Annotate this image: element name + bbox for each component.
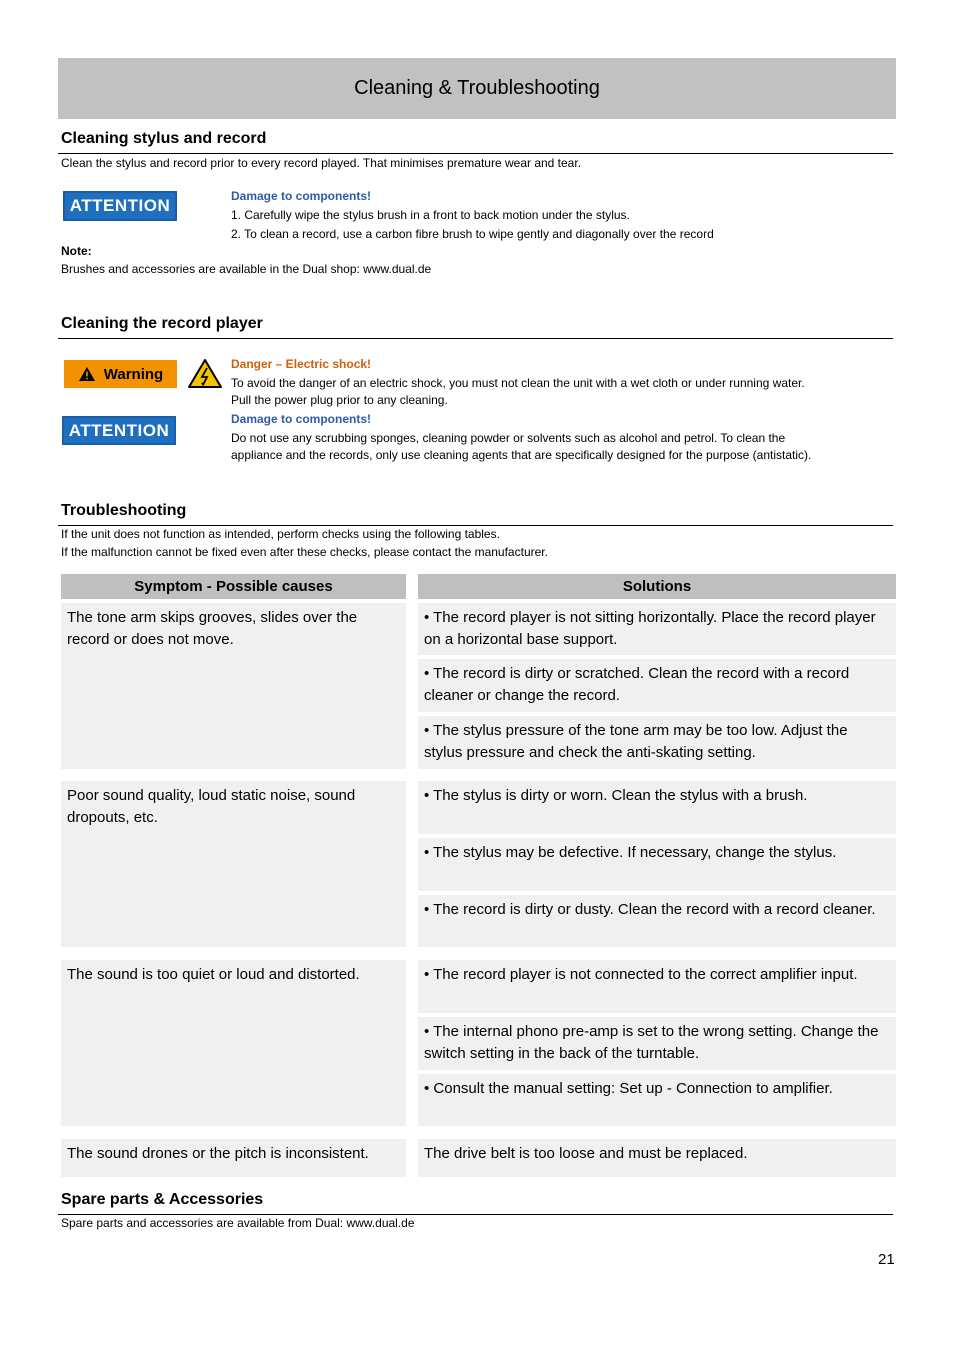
page-title: Cleaning & Troubleshooting — [354, 77, 600, 99]
symptom-cell: Poor sound quality, loud static noise, sound dropouts, etc. — [61, 781, 406, 947]
warning-triangle-icon — [78, 366, 96, 382]
section-heading-player: Cleaning the record player — [61, 315, 263, 332]
section-divider — [58, 338, 893, 339]
attention-badge — [62, 416, 176, 445]
danger-text-1: To avoid the danger of an electric shock, you must not clean the unit with a wet cloth or under running water. — [231, 376, 805, 390]
symptom-cell: The sound drones or the pitch is inconsistent. — [61, 1139, 406, 1177]
table-header-solutions: Solutions — [418, 574, 896, 599]
step-1: 1. Carefully wipe the stylus brush in a front to back motion under the stylus. — [231, 208, 630, 222]
section-heading-spare: Spare parts & Accessories — [61, 1191, 264, 1208]
page-number: 21 — [878, 1251, 895, 1268]
solution-cell: • The record is dirty or dusty. Clean the record with a record cleaner. — [418, 895, 896, 947]
attention-badge — [63, 191, 177, 221]
solution-cell: The drive belt is too loose and must be replaced. — [418, 1139, 896, 1177]
danger-title: Danger – Electric shock! — [231, 357, 372, 371]
symptom-cell: The sound is too quiet or loud and distorted. — [61, 960, 406, 1126]
stylus-intro: Clean the stylus and record prior to every record played. That minimises premature wear and tear. — [61, 156, 582, 170]
solution-cell: • The record player is not connected to the correct amplifier input. — [418, 960, 896, 1013]
solution-cell: • Consult the manual setting: Set up - Connection to amplifier. — [418, 1074, 896, 1126]
solution-cell: • The stylus pressure of the tone arm may be too low. Adjust the stylus pressure and check the anti-skating setting. — [418, 716, 896, 769]
note-text: Brushes and accessories are available in the Dual shop: www.dual.de — [61, 262, 432, 276]
table-header-symptom: Symptom - Possible causes — [61, 574, 406, 599]
notice-title: Damage to components! — [231, 189, 372, 203]
troubleshooting-intro-1: If the unit does not function as intended, perform checks using the following tables. — [61, 527, 500, 541]
solution-cell: • The internal phono pre-amp is set to the wrong setting. Change the switch setting in the back of the turntable. — [418, 1017, 896, 1070]
electric-shock-icon — [187, 358, 223, 389]
page-title-banner — [58, 58, 896, 119]
solution-cell: • The record player is not sitting horizontally. Place the record player on a horizontal base support. — [418, 603, 896, 655]
troubleshooting-intro-2: If the malfunction cannot be fixed even after these checks, please contact the manufacturer. — [61, 545, 548, 559]
spare-text: Spare parts and accessories are available from Dual: www.dual.de — [61, 1216, 415, 1230]
warning-badge — [64, 360, 177, 388]
attention-label: ATTENTION — [69, 196, 171, 215]
solution-cell: • The stylus may be defective. If necessary, change the stylus. — [418, 838, 896, 891]
damage-text-1: Do not use any scrubbing sponges, cleaning powder or solvents such as alcohol and petrol. To clean the — [231, 431, 786, 445]
section-heading-stylus: Cleaning stylus and record — [61, 130, 267, 147]
step-2: 2. To clean a record, use a carbon fibre brush to wipe gently and diagonally over the record — [231, 227, 714, 241]
section-heading-troubleshooting: Troubleshooting — [61, 502, 187, 519]
solution-cell: • The stylus is dirty or worn. Clean the stylus with a brush. — [418, 781, 896, 834]
damage-text-2: appliance and the records, only use cleaning agents that are specifically designed for the purpose (antistatic). — [231, 448, 812, 462]
solution-cell: • The record is dirty or scratched. Clean the record with a record cleaner or change the record. — [418, 659, 896, 712]
warning-label: Warning — [103, 365, 164, 383]
danger-text-2: Pull the power plug prior to any cleaning. — [231, 393, 448, 407]
note-label: Note: — [61, 244, 92, 258]
symptom-cell: The tone arm skips grooves, slides over the record or does not move. — [61, 603, 406, 769]
attention-label: ATTENTION — [68, 420, 170, 440]
damage-title: Damage to components! — [231, 412, 372, 426]
